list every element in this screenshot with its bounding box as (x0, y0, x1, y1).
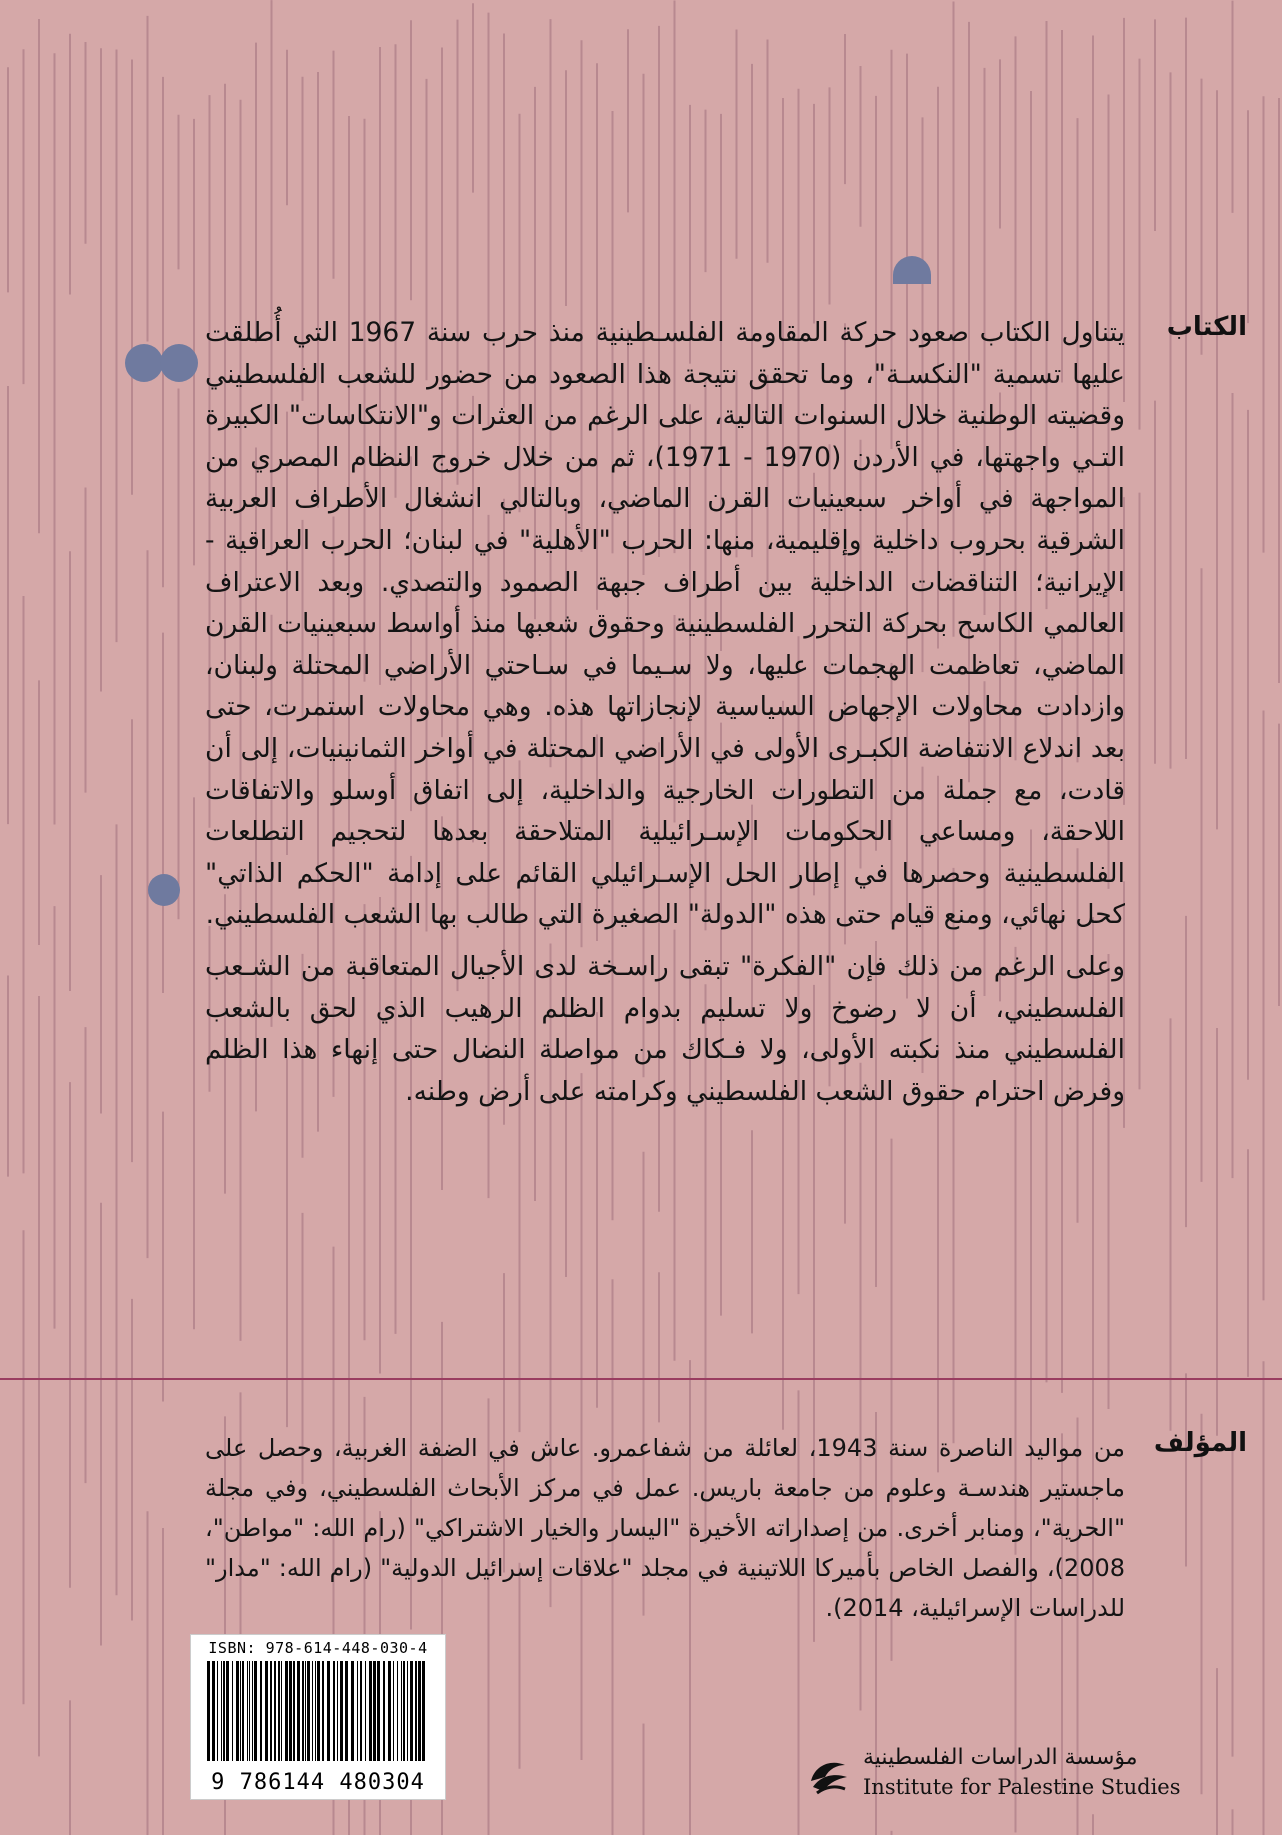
decorative-dot (125, 344, 163, 382)
publisher-english-name: Institute for Palestine Studies (863, 1775, 1181, 1799)
ips-logo-icon (805, 1751, 853, 1799)
section-divider (0, 1378, 1282, 1380)
book-paragraph-1: يتناول الكتاب صعود حركة المقاومة الفلسـطينية منذ حرب سنة 1967 التي أُطلقت عليها تسمية "النكسـة"، وما تحقق نتيجة هذا الصعود من حضور للشعب الفلسطيني وقضيته الوطنية خلال السنوات التالية، على الرغم من العثرات و"الانتكاسات" الكبيرة التـي واجهتها، في الأردن (1970 - 1971)، ثم من خلال خروج النظام المصري من المواجهة في أواخر سبعينيات القرن الماضي، وبالتالي انشغال الأطراف العربية الشرقية بحروب داخلية وإقليمية، منها: الحرب "الأهلية" في لبنان؛ الحرب العراقية - الإيرانية؛ التناقضات الداخلية بين أطراف جبهة الصمود والتصدي. وبعد الاعتراف العالمي الكاسح بحركة التحرر الفلسطينية وحقوق شعبها منذ أواسط سبعينيات القرن الماضي، تعاظمت الهجمات عليها، ولا سـيما في سـاحتي الأراضي المحتلة ولبنان، وازدادت محاولات الإجهاض السياسية لإنجازاتها هذه. وهي محاولات استمرت، حتى بعد اندلاع الانتفاضة الكبـرى الأولى في الأراضي المحتلة في أواخر الثمانينيات، إلى أن قادت، مع جملة من التطورات الخارجية والداخلية، إلى اتفاق أوسلو والاتفاقات اللاحقة، ومساعي الحكومات الإسـرائيلية المتلاحقة بعدها لتحجيم التطلعات الفلسطينية وحصرها في إطار الحل الإسـرائيلي القائم على إدامة "الحكم الذاتي" كحل نهائي، ومنع قيام حتى هذه "الدولة" الصغيرة التي طالب بها الشعب الفلسطيني. (205, 317, 1125, 931)
barcode (190, 1634, 446, 1800)
book-paragraph-2: وعلى الرغم من ذلك فإن "الفكرة" تبقى راسـخة لدى الأجيال المتعاقبة من الشـعب الفلسطيني، أن لا رضوخ ولا تسليم بدوام الظلم الرهيب الذي لحق بالشعب الفلسطيني منذ نكبته الأولى، ولا فـكاك من مواصلة النضال حتى إنهاء هذا الظلم وفرض احترام حقوق الشعب الفلسطيني وكرامته على أرض وطنه. (205, 950, 1125, 1107)
book-description (205, 312, 1125, 1122)
decorative-dot (148, 874, 180, 906)
author-section-label: المؤلف (1153, 1428, 1247, 1458)
decorative-dot (160, 344, 198, 382)
book-section-label: الكتاب (1166, 312, 1247, 342)
author-bio: من مواليد الناصرة سنة 1943، لعائلة من شفاعمرو. عاش في الضفة الغربية، وحصل على ماجستير هندسـة وعلوم من جامعة باريس. عمل في مركز الأبحاث الفلسطيني، وفي مجلة "الحرية"، ومنابر أخرى. من إصداراته الأخيرة "اليسار والخيار الاشتراكي" (رام الله: "مواطن"، 2008)، والفصل الخاص بأميركا اللاتينية في مجلد "علاقات إسرائيل الدولية" (رام الله: "مدار" للدراسات الإسرائيلية، 2014). (205, 1434, 1126, 1622)
barcode-bars (207, 1661, 429, 1761)
publisher-block (805, 1745, 1185, 1805)
publisher-arabic-name: مؤسسة الدراسات الفلسطينية (863, 1745, 1138, 1770)
isbn-label: ISBN: 978-614-448-030-4 (208, 1639, 428, 1657)
barcode-digits: 9 786144 480304 (211, 1770, 425, 1795)
